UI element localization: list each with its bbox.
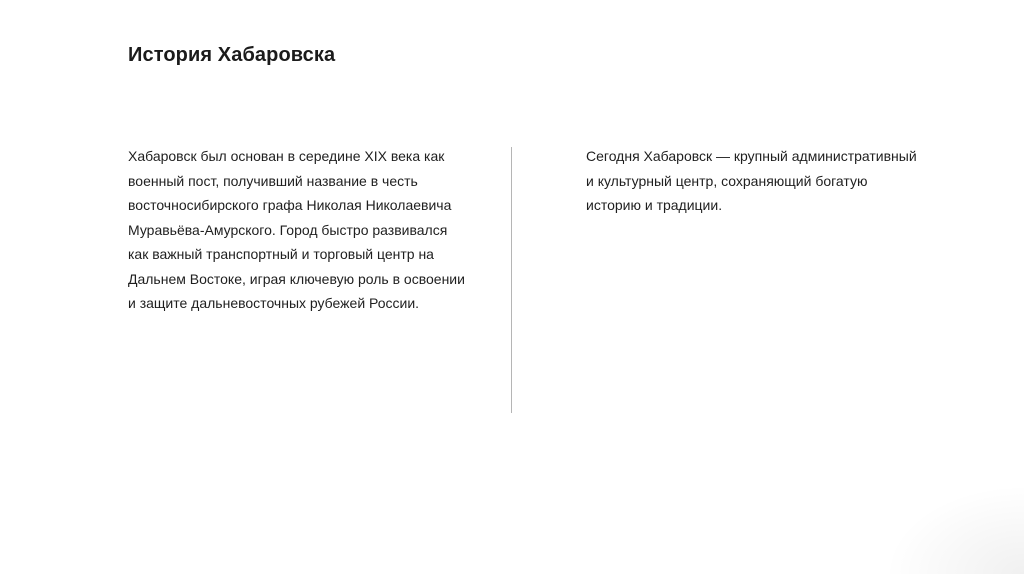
- text-line: и культурный центр, сохраняющий богатую: [586, 172, 868, 189]
- text-line: историю и традиции.: [586, 197, 723, 213]
- text-line: Дальнем Востоке, играя ключевую роль в освоении: [128, 270, 465, 287]
- text-line: Хабаровск был основан в середине XIX века как: [128, 148, 445, 164]
- left-text-column: [128, 144, 478, 316]
- column-divider: [511, 147, 512, 413]
- text-line: Сегодня Хабаровск — крупный административный: [586, 148, 917, 164]
- slide-title: История Хабаровска: [128, 44, 336, 66]
- right-text-column: [586, 144, 926, 218]
- text-line: и защите дальневосточных рубежей России.: [128, 295, 420, 311]
- text-line: как важный транспортный и торговый центр на: [128, 246, 434, 262]
- text-line: военный пост, получивший название в честь: [128, 172, 418, 189]
- page-corner-shadow: [884, 484, 1024, 574]
- text-line: Муравьёва-Амурского. Город быстро развивался: [128, 221, 448, 238]
- text-line: восточносибирского графа Николая Николаевича: [128, 197, 452, 213]
